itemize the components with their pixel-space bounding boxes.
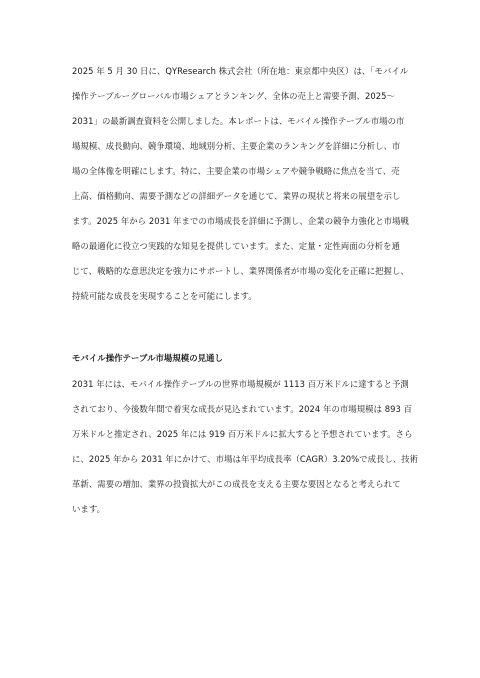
- text-line: されており、今後数年間で着実な成長が見込まれています。2024 年の市場規模は 893 百: [72, 404, 412, 414]
- text-line: 上高、価格動向、需要予測などの詳細データを通じて、業界の現状と将来の展望を示し: [72, 191, 401, 201]
- text-line: 2031」の最新調査資料を公開しました。本レポートは、モバイル操作テーブル市場の市: [72, 116, 405, 126]
- text-line: じて、戦略的な意思決定を強力にサポートし、業界関係者が市場の変化を正確に把握し、: [72, 266, 409, 276]
- text-line: 操作テーブルーグローバル市場シェアとランキング、全体の売上と需要予測、2025〜: [72, 91, 395, 101]
- text-line: ます。2025 年から 2031 年までの市場成長を詳細に予測し、企業の競争力強化と市場戦: [72, 216, 409, 226]
- text-line: に、2025 年から 2031 年にかけて、市場は年平均成長率（CAGR）3.20%で成長し、技術: [72, 454, 419, 464]
- section-heading: モバイル操作テーブル市場規模の見通し: [72, 353, 223, 363]
- text-line: います。: [72, 504, 106, 514]
- text-line: 2031 年には、モバイル操作テーブルの世界市場規模が 1113 百万米ドルに達すると予測: [72, 379, 409, 389]
- text-line: 持続可能な成長を実現することを可能にします。: [72, 291, 257, 301]
- text-line: 革新、需要の増加、業界の投資拡大がこの成長を支える主要な要因となると考えられて: [72, 479, 401, 489]
- text-line: 場の全体像を明確にします。特に、主要企業の市場シェアや競争戦略に焦点を当て、売: [72, 166, 400, 176]
- text-line: 場規模、成長動向、競争環境、地域別分析、主要企業のランキングを詳細に分析し、市: [72, 141, 401, 151]
- text-line: 略の最適化に役立つ実践的な知見を提供しています。また、定量・定性両面の分析を通: [72, 241, 400, 251]
- text-line: 2025 年 5 月 30 日に、QYResearch 株式会社（所在地：東京都中央区）は、「モバイル: [72, 66, 409, 76]
- text-line: 万米ドルと推定され、2025 年には 919 百万米ドルに拡大すると予想されています。さら: [72, 429, 413, 439]
